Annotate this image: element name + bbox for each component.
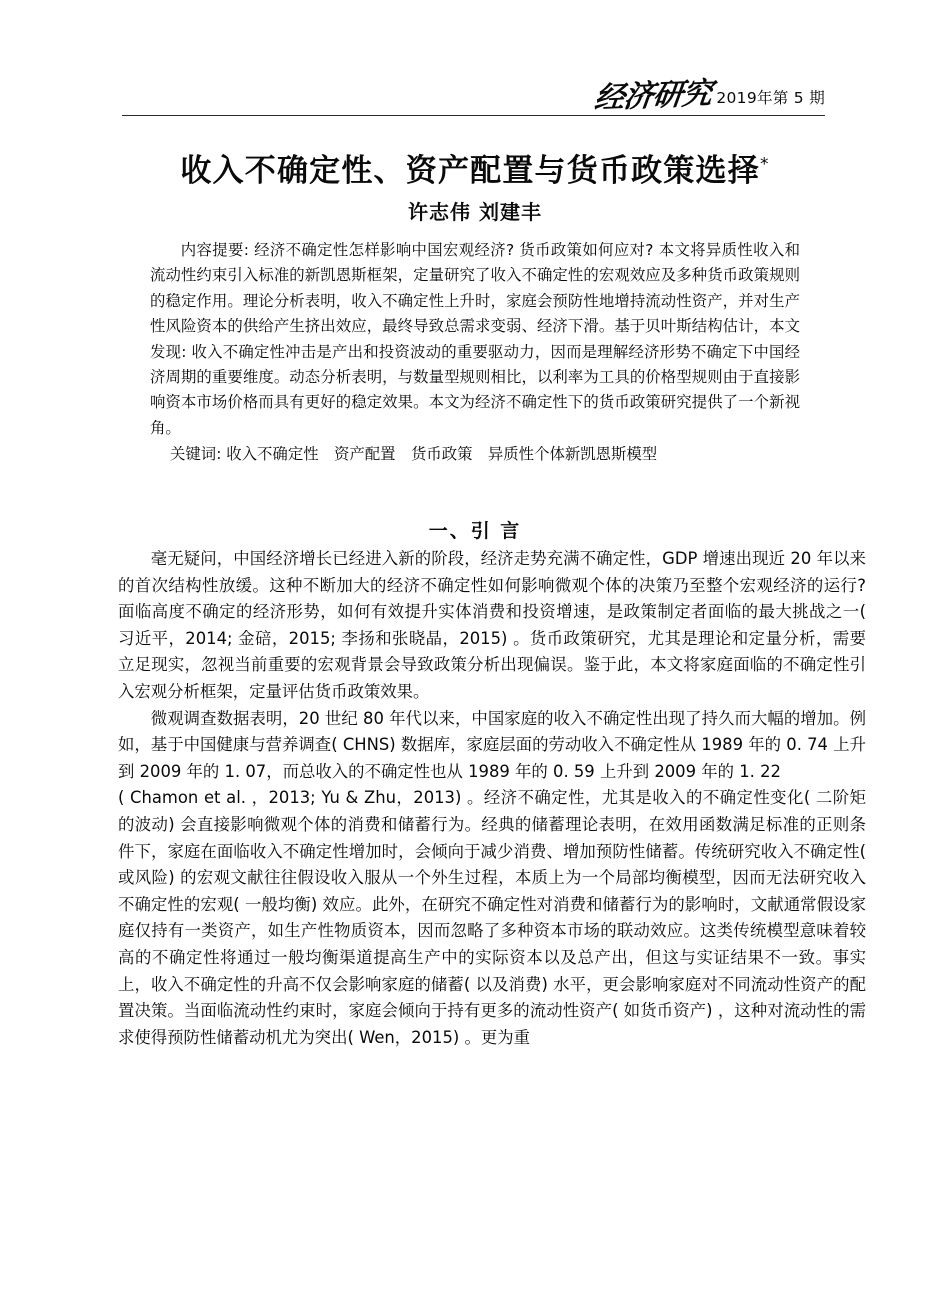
- body-text: [118, 546, 866, 1051]
- journal-issue-label: 2019年第 5 期: [716, 88, 825, 107]
- paragraph: 微观调查数据表明，20 世纪 80 年代以来，中国家庭的收入不确定性出现了持久而大幅的增加。例如，基于中国健康与营养调查( CHNS) 数据库，家庭层面的劳动收入不确定性从 1989 年的 0. 74 上升到 2009 年的 1. 07，而总收入的不确定性也从 1989 年的 0. 59 上升到 2009 年的 1. 22: [118, 708, 866, 781]
- abstract-text: 内容提要: 经济不确定性怎样影响中国宏观经济? 货币政策如何应对? 本文将异质性收入和流动性约束引入标准的新凯恩斯框架，定量研究了收入不确定性的宏观效应及多种货币政策规则的稳定作用。理论分析表明，收入不确定性上升时，家庭会预防性地增持流动性资产，并对生产性风险资本的供给产生挤出效应，最终导致总需求变弱、经济下滑。基于贝叶斯结构估计，本文发现: 收入不确定性冲击是产出和投资波动的重要驱动力，因而是理解经济形势不确定下中国经济周期的重要维度。动态分析表明，与数量型规则相比，以利率为工具的价格型规则由于直接影响资本市场价格而具有更好的稳定效果。本文为经济不确定性下的货币政策研究提供了一个新视角。: [150, 241, 800, 437]
- abstract-block: [150, 238, 800, 468]
- paragraph: 毫无疑问，中国经济增长已经进入新的阶段，经济走势充满不确定性，GDP 增速出现近 20 年以来的首次结构性放缓。这种不断加大的经济不确定性如何影响微观个体的决策乃至整个宏观经济的运行? 面临高度不确定的经济形势，如何有效提升实体消费和投资增速，是政策制定者面临的最大挑战之一( 习近平，2014; 金碚，2015; 李扬和张晓晶，2015) 。货币政策研究，尤其是理论和定量分析，需要立足现实，忽视当前重要的宏观背景会导致政策分析出现偏误。鉴于此，本文将家庭面临的不确定性引入宏观分析框架，定量评估货币政策效果。: [118, 549, 866, 701]
- paragraph-continuation: ( Chamon et al. ，2013; Yu & Zhu，2013) 。经济不确定性，尤其是收入的不确定性变化( 二阶矩的波动) 会直接影响微观个体的消费和储蓄行为。经典的储蓄理论表明，在效用函数满足标准的正则条件下，家庭在面临收入不确定性增加时，会倾向于减少消费、增加预防性储蓄。传统研究收入不确定性( 或风险) 的宏观文献往往假设收入服从一个外生过程，本质上为一个局部均衡模型，因而无法研究收入不确定性的宏观( 一般均衡) 效应。此外，在研究不确定性对消费和储蓄行为的影响时，文献通常假设家庭仅持有一类资产，如生产性物质资本，因而忽略了多种资本市场的联动效应。这类传统模型意味着较高的不确定性将通过一般均衡渠道提高生产中的实际资本以及总产出，但这与实证结果不一致。事实上，收入不确定性的升高不仅会影响家庭的储蓄( 以及消费) 水平，更会影响家庭对不同流动性资产的配置决策。当面临流动性约束时，家庭会倾向于持有更多的流动性资产( 如货币资产) ，这种对流动性的需求使得预防性储蓄动机尤为突出( Wen，2015) 。更为重: [118, 788, 866, 1047]
- journal-name-logo: 经济研究: [592, 76, 714, 117]
- keywords-line: 关键词: 收入不确定性 资产配置 货币政策 异质性个体新凯恩斯模型: [170, 445, 658, 464]
- journal-masthead: [122, 62, 825, 116]
- author-list: 许志伟 刘建丰: [408, 200, 542, 224]
- title-footnote-marker: *: [759, 154, 770, 175]
- section-heading-introduction: 一、引 言: [428, 519, 522, 542]
- page-title: [0, 153, 950, 190]
- page-title-text: 收入不确定性、资产配置与货币政策选择: [180, 152, 760, 189]
